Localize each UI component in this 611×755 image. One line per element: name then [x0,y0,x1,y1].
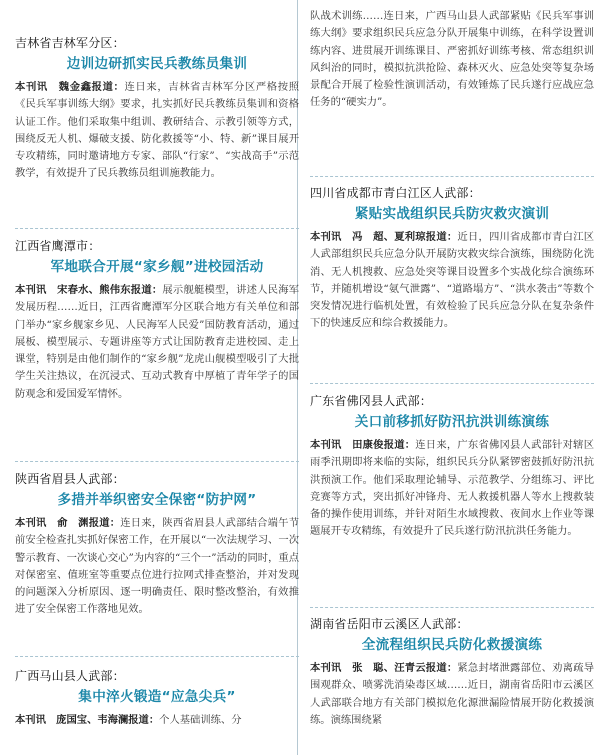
news-headline: 紧贴实战组织民兵防灾救灾演训 [354,206,550,222]
news-byline: 本刊讯 冯 超、夏利琼报道： [310,231,458,243]
news-headline: 全流程组织民兵防化救援演练 [361,637,543,653]
article-separator [310,383,594,384]
news-item [15,35,299,183]
news-body [15,282,299,403]
news-item [310,185,594,333]
news-item [310,393,594,541]
news-region: 吉林省吉林军分区： [15,36,125,50]
news-continuation-text: 队战术训练……连日来，广西马山县人武部紧贴《民兵军事训练大纲》要求组织民兵应急分队开展集中训练，在科学设置训练内容、进贯展开训练课目、严密抓好训练考核、常态组织训风纠治的同时，模拟抗洪抢险、森林灭火、应急处突等复杂场景配合开展了检验性演训活动，有效锤炼了民兵遂行应战应急任务的“硬实力”。 [310,10,594,109]
news-text: 近日，四川省成都市青白江区人武部组织民兵应急分队开展防灾救灾综合演练，围绕防化洗消、无人机搜救、应急处突等课目设置多个实战化综合演练环节，并随机增设“氨气泄露”、“道路塌方”、“洪水袭击”等数个突发情况进行临机处置，有效检验了民兵应急分队在复杂条件下的快速反应和综合救援能力。 [310,231,595,330]
news-item [310,616,594,729]
news-headline: 关口前移抓好防汛抗洪训练演练 [354,414,550,430]
news-region: 广东省佛冈县人武部： [310,394,433,408]
news-region: 四川省成都市青白江区人武部： [310,186,481,200]
news-byline: 本刊讯 宋春水、熊伟东报道： [15,284,163,296]
news-byline: 本刊讯 庞国宝、韦海澜报道： [15,714,160,726]
news-region: 陕西省眉县人武部： [15,472,125,486]
news-text: 展示舰艇模型，讲述人民海军发展历程……近日，江西省鹰潭军分区联合地方有关单位和部门举办“家乡舰家乡见、人民海军人民爱”国防教育活动，通过展板、模型展示、专题讲座等方式让国防教育走进校园、走上课堂，特别是由他们制作的“家乡舰”龙虎山舰模型吸引了大批学生关注热议，在沉浸式、互动式教育中厚植了青年学子的国防观念和爱国爱军情怀。 [15,284,300,400]
news-body [310,437,594,541]
news-headline: 多措并举织密安全保密“防护网” [57,492,257,508]
article-separator [310,607,594,608]
news-text: 连日来，吉林省吉林军分区严格按照《民兵军事训练大纲》要求，扎实抓好民兵教练员集训和资格认证工作。他们采取集中组训、教研结合、示教引领等方式，围绕反无人机、爆破支援、防化救援等“小、特、新”课目展开专攻精练，同时邀请地方专家、部队“行家”、“实战高手”示范教学，有效提升了民兵教练员组训施教能力。 [15,81,300,180]
news-text: 紧急封堵泄露部位、劝离疏导围观群众、喷雾洗消染毒区域……近日，湖南省岳阳市云溪区人武部联合地方有关部门模拟危化源泄漏险情展开防化救援演练。演练围绕紧 [310,662,595,726]
news-headline: 边训边研抓实民兵教练员集训 [66,56,248,72]
news-headline: 集中淬火锻造“应急尖兵” [78,689,236,705]
news-byline: 本刊讯 张 聪、汪青云报道： [310,662,458,674]
news-item [15,238,299,403]
article-separator [15,656,299,657]
article-separator [310,176,594,177]
news-body [15,712,299,729]
news-body [15,79,299,183]
news-item [15,471,299,619]
news-text: 个人基础训练、分 [159,714,242,726]
news-byline: 本刊讯 田康俊报道： [310,439,416,451]
article-separator [15,461,299,462]
news-headline: 军地联合开展“家乡舰”进校园活动 [50,259,264,275]
news-region: 广西马山县人武部： [15,669,125,683]
news-item [15,668,299,729]
news-text: 连日来，广东省佛冈县人武部针对辖区雨季汛期即将来临的实际，组织民兵分队紧锣密鼓抓好防汛抗洪预演工作。他们采取理论辅导、示范教学、分组练习、评比竞赛等方式，突出抓好冲锋舟、无人救援机器人等水上搜救装备的操作使用训练，并针对陌生水域搜救、夜间水上作业等课题展开专攻精练，有效提升了民兵遂行防汛抗洪任务能力。 [310,439,595,538]
news-continuation [310,8,594,112]
news-body [15,515,299,619]
news-body [310,229,594,333]
news-region: 江西省鹰潭市： [15,239,101,253]
news-region: 湖南省岳阳市云溪区人武部： [310,617,469,631]
news-text: 连日来，陕西省眉县人武部结合端午节前安全检查扎实抓好保密工作，在开展以“一次法规学习、一次警示教育、一次谈心交心”为内容的“三个一”活动的同时，重点对保密室、值班室等重要点位进行拉网式排查整治，并对发现的问题深入分析原因、逐一明确责任、限时整改整治，有效推进了安全保密工作落地见效。 [15,517,300,616]
article-separator [15,228,299,229]
news-body [310,660,594,729]
news-byline: 本刊讯 魏金鑫报道： [15,81,125,93]
news-byline: 本刊讯 俞 渊报道： [15,517,121,529]
